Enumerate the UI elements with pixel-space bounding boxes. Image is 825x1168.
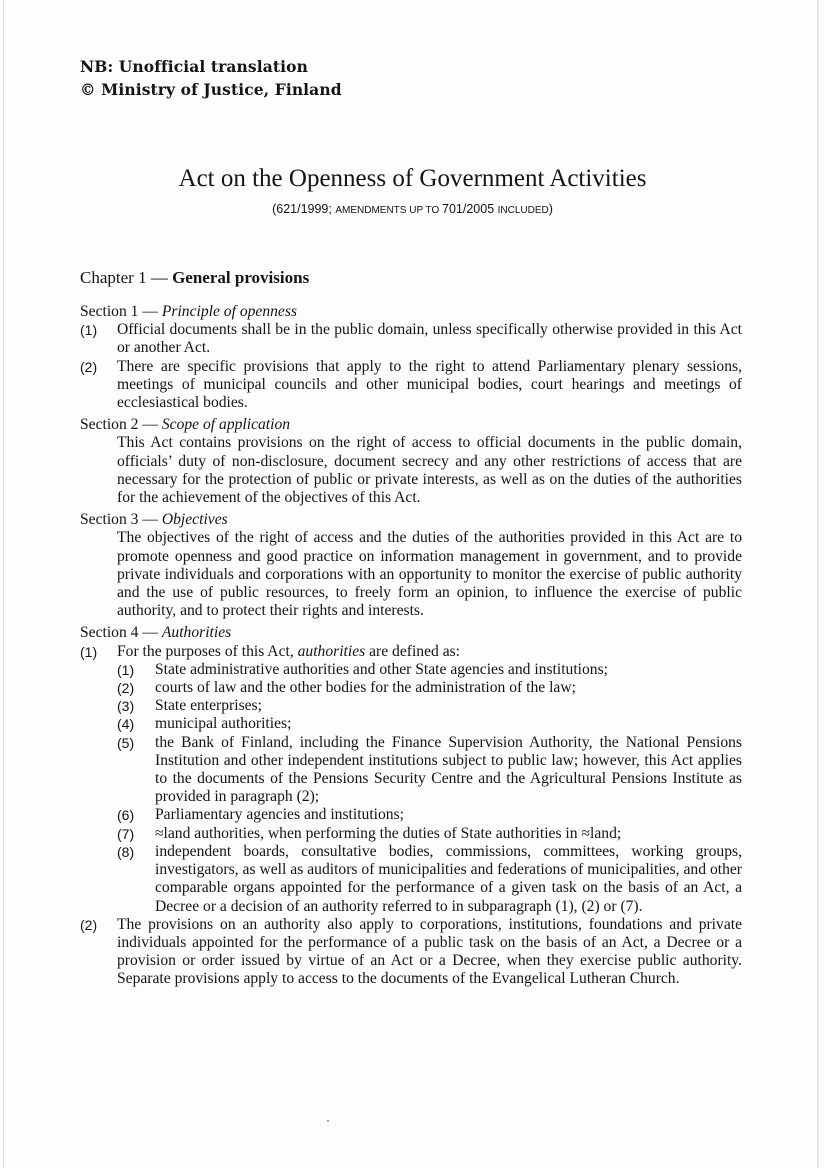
- chapter-title: General provisions: [172, 268, 310, 287]
- list-item-number: (8): [117, 843, 135, 860]
- chapter-prefix: Chapter 1 —: [80, 268, 173, 287]
- list-item-number: (2): [117, 680, 135, 697]
- section-4-heading: [80, 624, 742, 642]
- paragraph-text: The provisions on an authority also apply to corporations, institutions, foundations and private individuals appointed for the performance of a public task on the basis of an Act, a Decree or a provision or order issued by virtue of an Act or a Decree, when they exercise public authority. Separate provisions apply to access to the documents of the Evangelical Lutheran Church.: [117, 915, 742, 988]
- list-item: [117, 697, 742, 715]
- list-item: [117, 734, 742, 807]
- list-item-text: independent boards, consultative bodies, commissions, committees, working groups, investigators, as well as auditors of municipalities and federations of municipalities, and other comparable organs appointed for the performance of a given task on the basis of an Act, a Decree or a decision of an authority referred to in subparagraph (1), (2) or (7).: [155, 842, 742, 915]
- list-item: [117, 679, 742, 697]
- section-1-paragraph-1: [80, 321, 742, 357]
- subtitle-close: ): [548, 202, 553, 216]
- section-1-heading: [80, 303, 742, 321]
- notice-line-2: © Ministry of Justice, Finland: [80, 80, 342, 99]
- section-label: Section 3 —: [80, 511, 162, 529]
- section-title: Authorities: [161, 624, 232, 642]
- list-item-number: (7): [117, 825, 135, 842]
- paragraph-text: There are specific provisions that apply to the right to attend Parliamentary plenary sessions, meetings of municipal councils and other municipal bodies, court hearings and meetings of ecclesiastical bodies.: [117, 357, 742, 412]
- defined-term: authorities: [297, 642, 366, 660]
- section-1-paragraph-2: [80, 358, 742, 413]
- list-item-number: (3): [117, 698, 135, 715]
- paragraph-text: [117, 643, 742, 661]
- scan-speck: [327, 1120, 329, 1122]
- list-item-text: courts of law and the other bodies for the administration of the law;: [155, 679, 576, 697]
- list-item-number: (1): [117, 661, 135, 678]
- list-item: [117, 661, 742, 679]
- notice-line-1: NB: Unofficial translation: [80, 57, 308, 76]
- subtitle-number-2: 701/2005: [442, 202, 498, 216]
- subtitle-number: (621/1999;: [272, 202, 336, 216]
- section-title: Scope of application: [161, 416, 291, 434]
- list-item: [117, 806, 742, 824]
- list-item-number: (6): [117, 807, 135, 824]
- section-title: Objectives: [161, 511, 228, 529]
- list-item-text: the Bank of Finland, including the Finance Supervision Authority, the National Pensions Institution and other independent institutions subject to public law; however, this Act applies to the documents of the Pensions Security Centre and the Agricultural Pensions Institute as provided in paragraph (2);: [155, 733, 742, 806]
- authority-list: [117, 661, 742, 916]
- list-item-number: (4): [117, 716, 135, 733]
- section-2-heading: [80, 416, 742, 434]
- section-3-heading: [80, 511, 742, 529]
- list-item-text: Parliamentary agencies and institutions;: [155, 806, 405, 824]
- section-4-paragraph-2: [80, 916, 742, 989]
- section-4-paragraph-1: [80, 643, 742, 661]
- document-title: Act on the Openness of Government Activities: [178, 165, 647, 192]
- list-item-text: municipal authorities;: [155, 715, 292, 733]
- list-item: [117, 825, 742, 843]
- section-label: Section 1 —: [80, 303, 162, 320]
- paragraph-number: (2): [80, 358, 98, 375]
- chapter-heading: [80, 267, 309, 289]
- section-label: Section 2 —: [80, 416, 162, 434]
- paragraph-number: (1): [80, 643, 98, 660]
- list-item: [117, 843, 742, 916]
- paragraph-number: (1): [80, 322, 98, 339]
- section-title: Principle of openness: [161, 303, 297, 320]
- section-3-text: The objectives of the right of access and the duties of the authorities provided in this Act are to promote openness and good practice on information management in government, and to provide private individuals and corporations with an opportunity to monitor the exercise of public authority and the use of public resources, to freely form an opinion, to influence the exercise of public authority, and to protect their rights and interests.: [117, 529, 742, 620]
- list-item-text: State enterprises;: [155, 697, 262, 715]
- section-2-text: This Act contains provisions on the right of access to official documents in the public domain, officials’ duty of non-disclosure, document secrecy and any other restrictions of access that are necessary for the protection of public or private interests, as well as on the duties of the authorities for the achievement of the objectives of this Act.: [117, 434, 742, 507]
- document-subtitle: [0, 200, 825, 220]
- translation-notice: [80, 55, 342, 101]
- list-item: [117, 715, 742, 733]
- subtitle-caps-1: AMENDMENTS UP TO: [335, 205, 443, 216]
- section-label: Section 4 —: [80, 624, 162, 642]
- paragraph-text-pre: For the purposes of this Act,: [117, 642, 298, 660]
- list-item-text: State administrative authorities and other State agencies and institutions;: [155, 660, 608, 678]
- paragraph-text-post: are defined as:: [365, 642, 461, 660]
- paragraph-text: Official documents shall be in the public domain, unless specifically otherwise provided in this Act or another Act.: [117, 321, 742, 357]
- document-body: [80, 303, 742, 989]
- paragraph-number: (2): [80, 916, 98, 933]
- list-item-number: (5): [117, 734, 135, 751]
- list-item-text: ≈land authorities, when performing the duties of State authorities in ≈land;: [155, 824, 622, 842]
- subtitle-caps-2: INCLUDED: [497, 205, 549, 216]
